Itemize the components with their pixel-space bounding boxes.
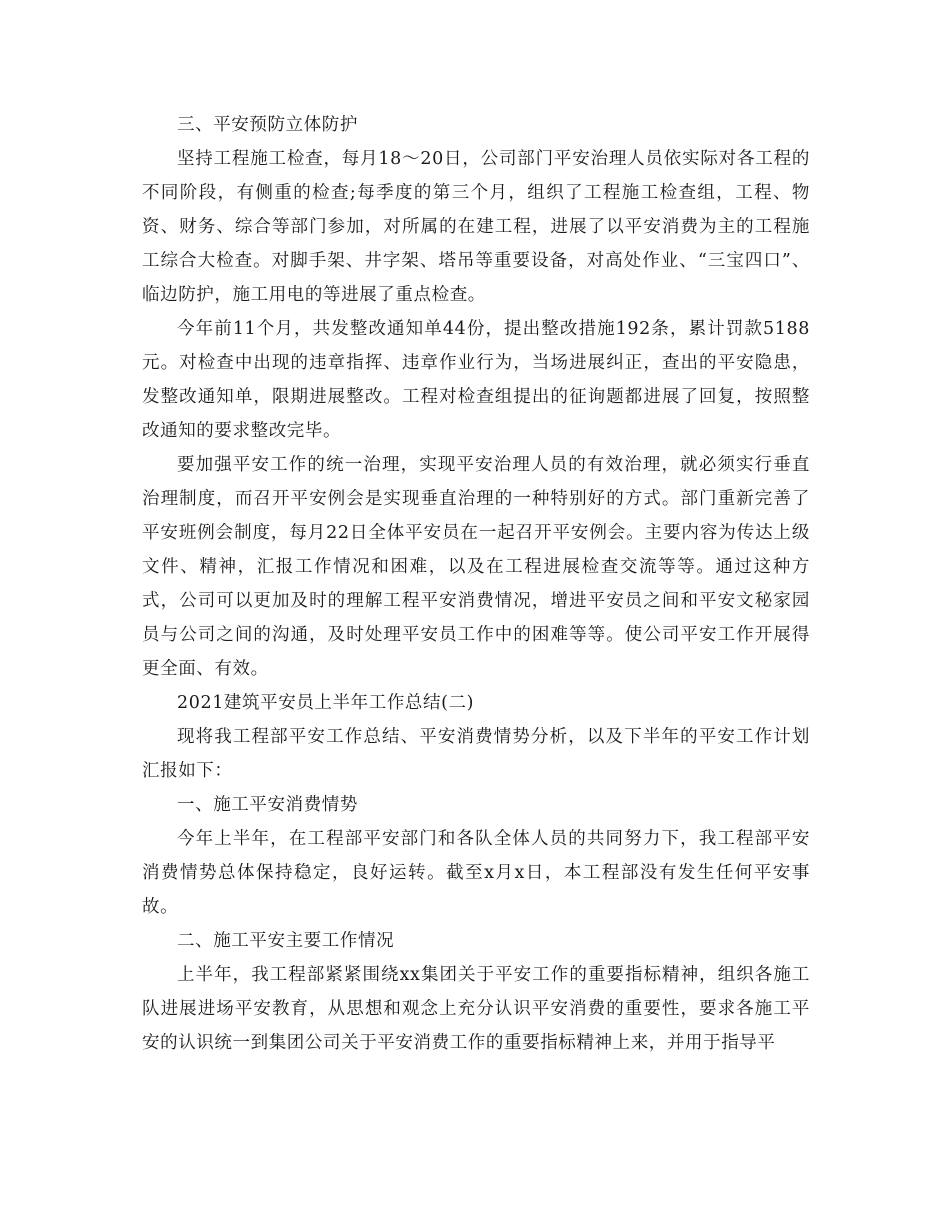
paragraph-rectification: 今年前11个月，共发整改通知单44份，提出整改措施192条，累计罚款5188元。对检查中出现的违章指挥、违章作业行为，当场进展纠正，查出的平安隐患，发整改通知单，限期进展整改。工程对检查组提出的征询题都进展了回复，按照整改通知的要求整改完毕。 — [142, 319, 810, 441]
document-title-part-two: 2021建筑平安员上半年工作总结(二) — [177, 693, 475, 713]
paragraph-main-work: 上半年，我工程部紧紧围绕xx集团关于平安工作的重要指标精神，组织各施工队进展进场平安教育，从思想和观念上充分认识平安消费的重要性，要求各施工平安的认识统一到集团公司关于平安消费工作的重要指标精神上来，并用于指导平 — [142, 965, 810, 1053]
document-body — [142, 108, 810, 1060]
paragraph-safety-meetings: 要加强平安工作的统一治理，实现平安治理人员的有效治理，就必须实行垂直治理制度，而召开平安例会是实现垂直治理的一种特别好的方式。部门重新完善了平安班例会制度，每月22日全体平安员在一起召开平安例会。主要内容为传达上级文件、精神，汇报工作情况和困难，以及在工程进展检查交流等等。通过这种方式，公司可以更加及时的理解工程平安消费情况，增进平安员之间和平安文秘家园员与公司之间的沟通，及时处理平安员工作中的困难等等。使公司平安工作开展得更全面、有效。 — [142, 455, 810, 679]
section-heading-safety-prevention: 三、平安预防立体防护 — [177, 115, 358, 135]
paragraph-inspection: 坚持工程施工检查，每月18～20日，公司部门平安治理人员依实际对各工程的不同阶段，有侧重的检查;每季度的第三个月，组织了工程施工检查组，工程、物资、财务、综合等部门参加，对所属的在建工程，进展了以平安消费为主的工程施工综合大检查。对脚手架、井字架、塔吊等重要设备，对高处作业、“三宝四口”、临边防护，施工用电的等进展了重点检查。 — [142, 149, 810, 305]
paragraph-first-half-status: 今年上半年，在工程部平安部门和各队全体人员的共同努力下，我工程部平安消费情势总体保持稳定，良好运转。截至x月x日，本工程部没有发生任何平安事故。 — [142, 829, 810, 917]
paragraph-introduction: 现将我工程部平安工作总结、平安消费情势分析，以及下半年的平安工作计划汇报如下： — [142, 727, 810, 781]
section-heading-production-situation: 一、施工平安消费情势 — [177, 795, 358, 815]
section-heading-main-work: 二、施工平安主要工作情况 — [177, 931, 395, 951]
